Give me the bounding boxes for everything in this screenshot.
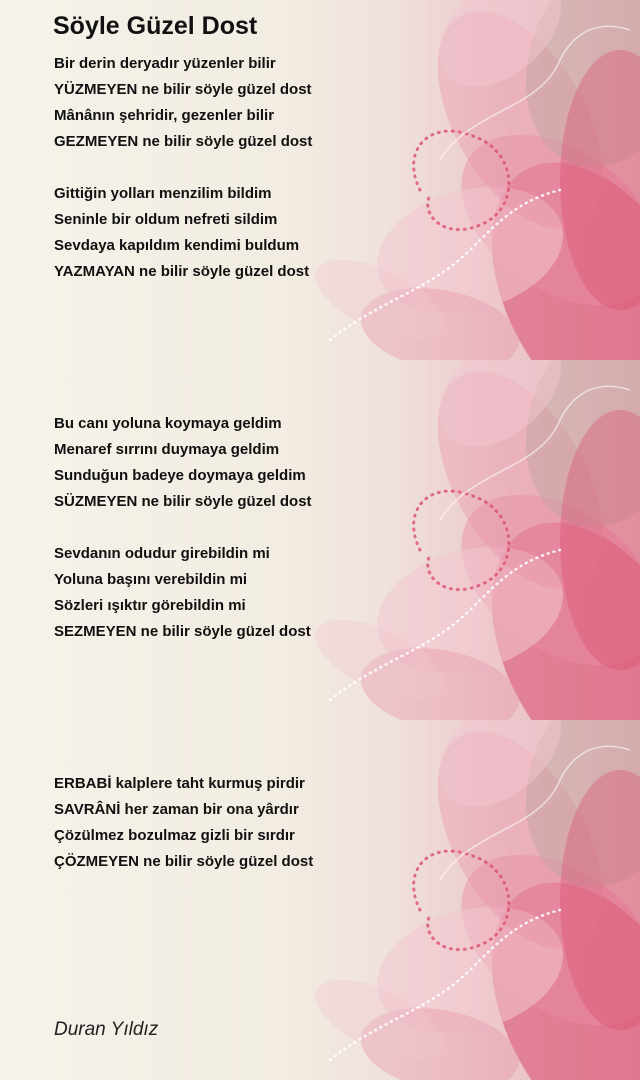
poem-line: YÜZMEYEN ne bilir söyle güzel dost (54, 81, 312, 98)
poem-line: SÜZMEYEN ne bilir söyle güzel dost (54, 493, 312, 510)
stanza-4 (54, 541, 311, 645)
poem-line: YAZMAYAN ne bilir söyle güzel dost (54, 263, 310, 280)
poem-line: Seninle bir oldum nefreti sildim (54, 211, 278, 228)
poem-author: Duran Yıldız (54, 1019, 159, 1040)
poem-line: SAVRÂNİ her zaman bir ona yârdır (54, 801, 299, 818)
poem-line: Yoluna başını verebildin mi (54, 571, 248, 588)
poem-line: Mânânın şehridir, gezenler bilir (54, 107, 275, 124)
poem-line: Sunduğun badeye doymaya geldim (54, 467, 306, 484)
poem-line: GEZMEYEN ne bilir söyle güzel dost (54, 133, 313, 150)
poem-line: Çözülmez bozulmaz gizli bir sırdır (54, 827, 295, 844)
poem-line: ERBABİ kalplere taht kurmuş pirdir (54, 775, 305, 792)
poem-line: ÇÖZMEYEN ne bilir söyle güzel dost (54, 853, 314, 870)
poem-line: Gittiğin yolları menzilim bildim (54, 185, 272, 202)
stanza-1 (54, 51, 312, 155)
stanza-3 (54, 411, 312, 515)
poem-line: Bu canı yoluna koymaya geldim (54, 415, 282, 432)
poem-line: Sevdaya kapıldım kendimi buldum (54, 237, 300, 254)
poem-line: SEZMEYEN ne bilir söyle güzel dost (54, 623, 311, 640)
poem-line: Bir derin deryadır yüzenler bilir (54, 55, 276, 72)
stanza-2 (54, 181, 309, 285)
poem-line: Sözleri ışıktır görebildin mi (54, 597, 246, 614)
poem-title: Söyle Güzel Dost (53, 12, 258, 40)
poem-line: Menaref sırrını duymaya geldim (54, 441, 280, 458)
stanza-5 (54, 771, 313, 875)
poem-line: Sevdanın odudur girebildin mi (54, 545, 270, 562)
